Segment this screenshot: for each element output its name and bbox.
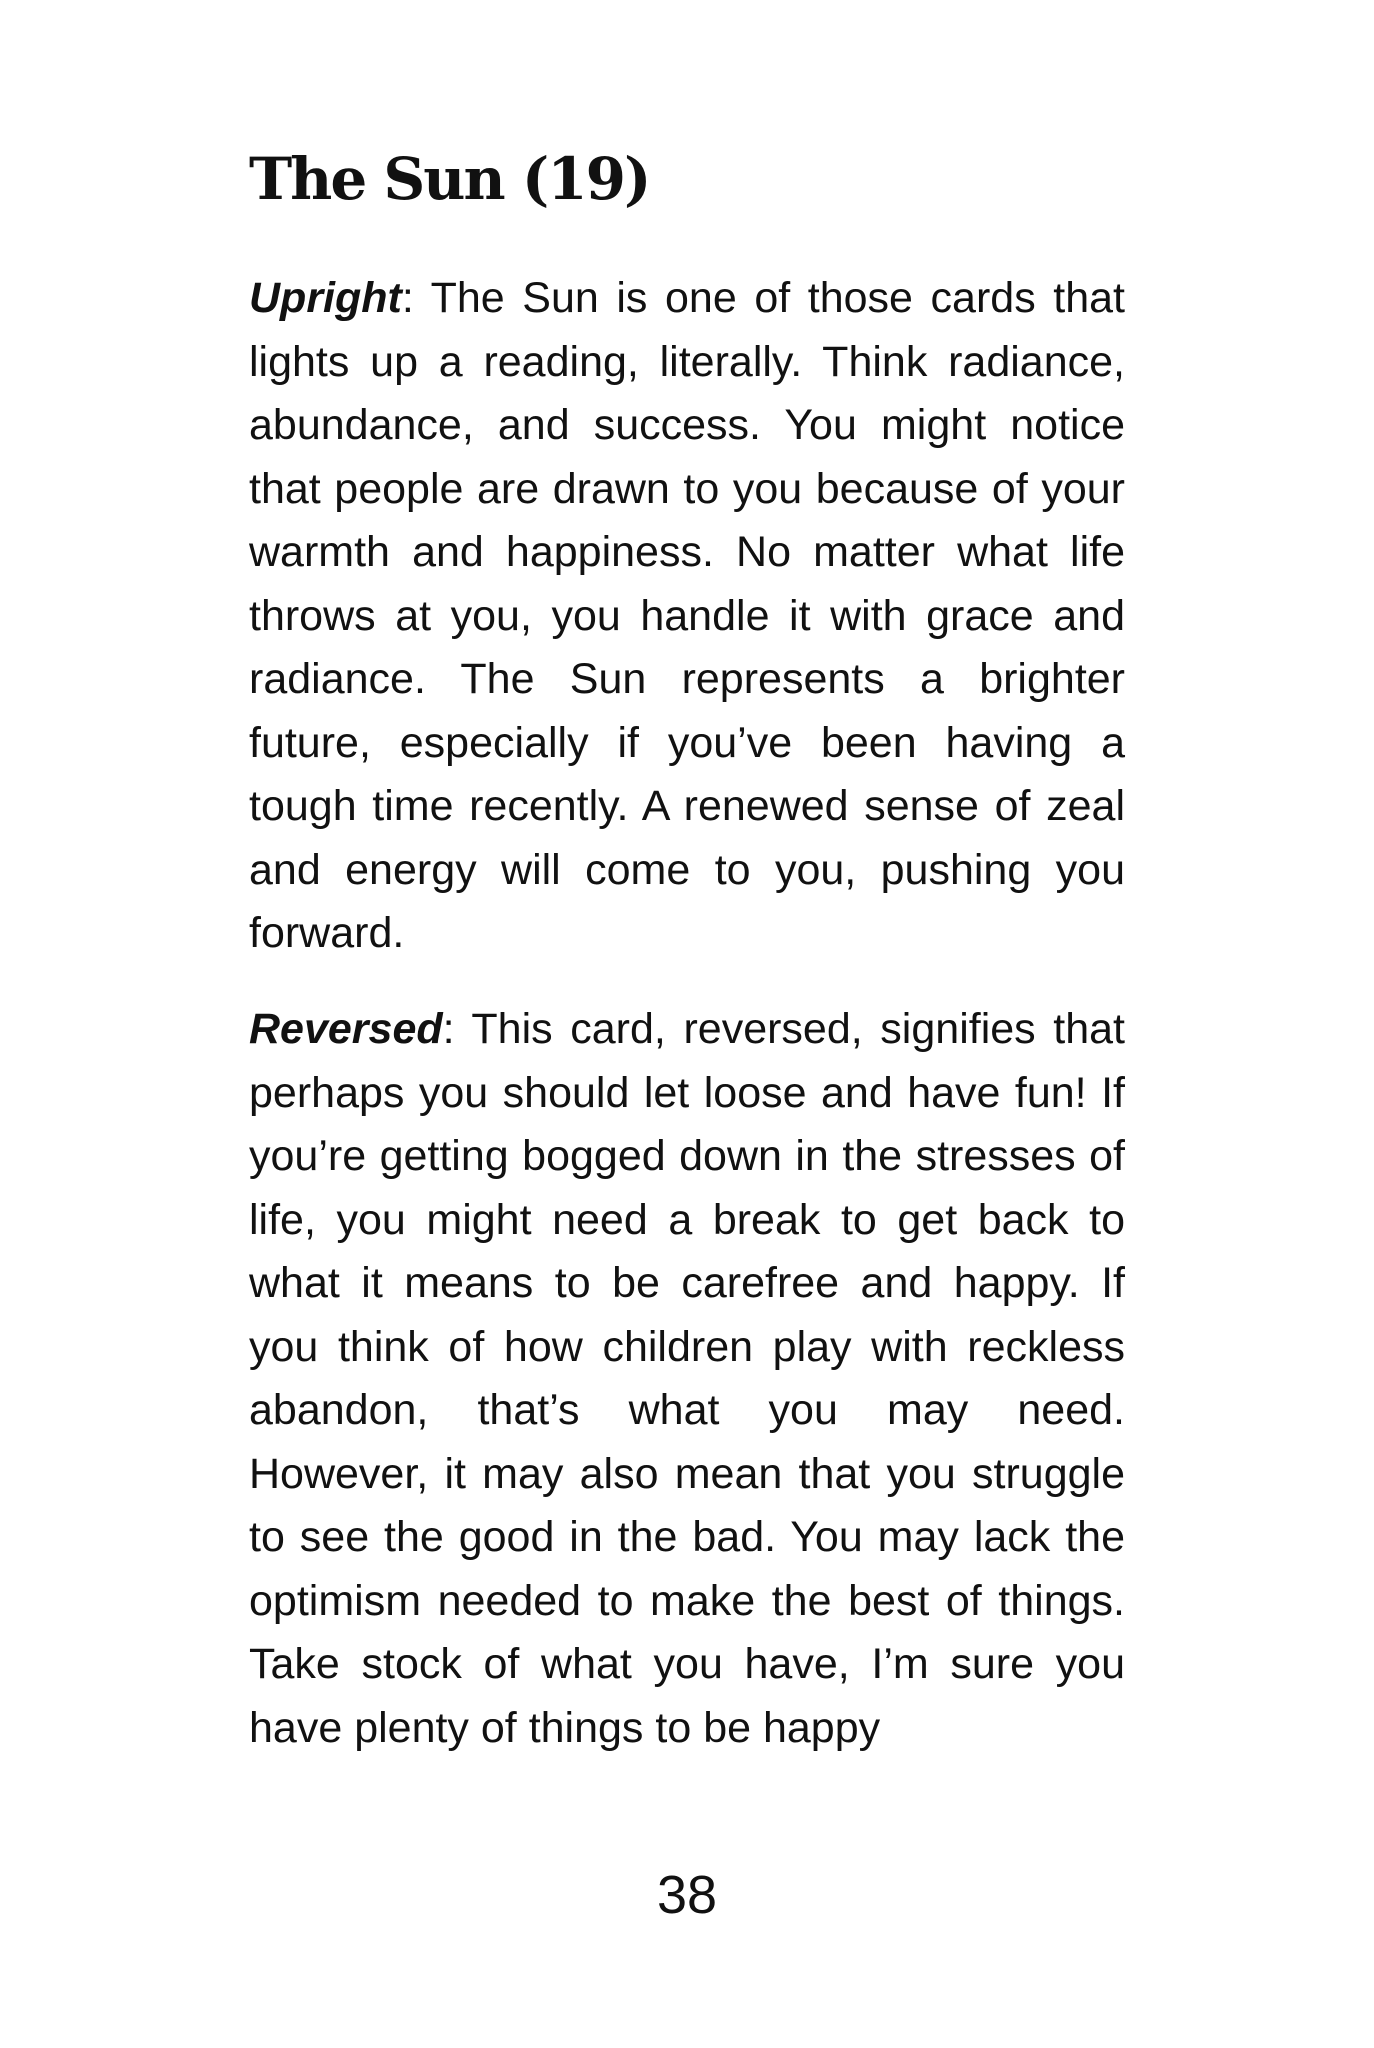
upright-paragraph (249, 267, 1125, 966)
upright-text: : The Sun is one of those cards that lights up a reading, literally. Think radiance, abundance, and success. You might notice that people are drawn to you because of your warmth and happiness. No matter what life throws at you, you handle it with grace and radiance. The Sun represents a brighter future, especially if you’ve been having a tough time recently. A renewed sense of zeal and energy will come to you, pushing you forward. (249, 274, 1125, 957)
reversed-label: Reversed (249, 1005, 443, 1053)
upright-label: Upright (249, 274, 402, 322)
reversed-paragraph (249, 998, 1125, 1760)
page-number: 38 (656, 1865, 718, 1925)
page-title: The Sun (19) (249, 145, 650, 213)
reversed-text: : This card, reversed, signifies that perhaps you should let loose and have fun! If you’re getting bogged down in the stresses of life, you might need a break to get back to what it means to be carefree and happy. If you think of how children play with reckless abandon, that’s what you may need. However, it may also mean that you struggle to see the good in the bad. You may lack the optimism needed to make the best of things. Take stock of what you have, I’m sure you have plenty of things to be happy (249, 1005, 1125, 1752)
